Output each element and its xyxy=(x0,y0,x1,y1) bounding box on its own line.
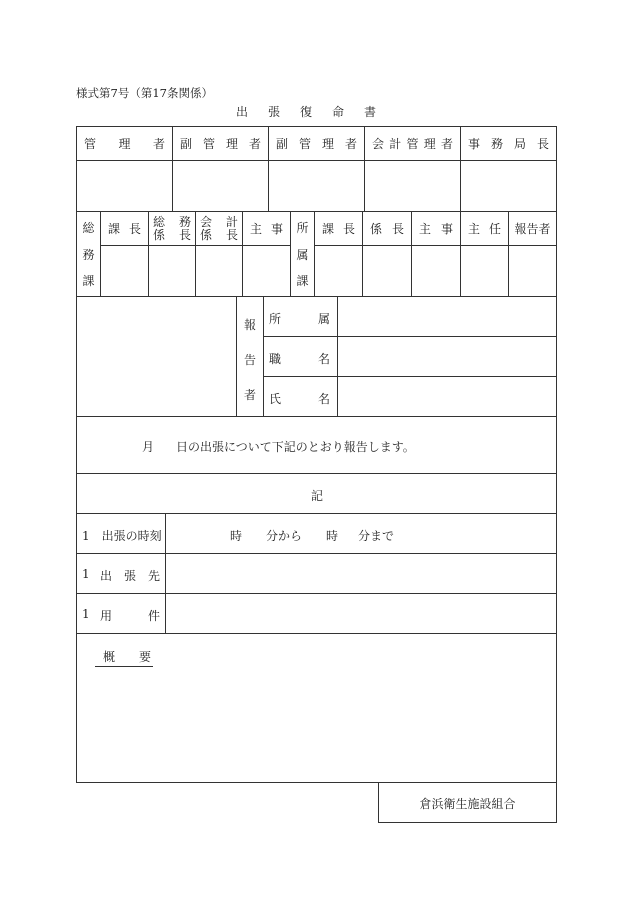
organization-name: 倉浜衛生施設組合 xyxy=(419,797,516,811)
stamp-cell-manager[interactable] xyxy=(77,161,173,212)
approver-header-accounting-manager: 会 計 管 理 者 xyxy=(365,127,461,161)
position-field[interactable] xyxy=(338,337,556,376)
name-label: 氏 xyxy=(269,392,282,406)
od-clerk-header: 主 事 xyxy=(412,212,461,246)
reporter-vertical-label-char: 報 xyxy=(244,318,257,332)
title-char: 張 xyxy=(268,105,281,119)
divider xyxy=(76,473,557,474)
time-hour-label: 時 xyxy=(230,529,243,543)
name-label: 名 xyxy=(318,392,331,406)
errand-field[interactable] xyxy=(166,594,556,633)
gd-clerk-header: 主 事 xyxy=(243,212,291,246)
gd-section-chief-header: 課 長 xyxy=(101,212,149,246)
destination-number: 1 xyxy=(82,567,90,581)
reporter-vertical-label-char: 告 xyxy=(244,353,257,367)
affiliation-field[interactable] xyxy=(338,297,556,336)
form-number-label: 様式第7号（第17条関係） xyxy=(76,86,213,100)
stamp-cell[interactable] xyxy=(315,246,363,297)
stamp-cell[interactable] xyxy=(412,246,461,297)
position-label: 職 xyxy=(269,352,282,366)
document-title xyxy=(236,103,396,120)
title-char: 命 xyxy=(332,105,345,119)
destination-label-char: 張 xyxy=(124,569,137,583)
title-char: 書 xyxy=(364,105,377,119)
destination-field[interactable] xyxy=(166,554,556,593)
destination-label-char: 先 xyxy=(148,569,161,583)
reporter-header: 報告者 xyxy=(509,212,557,246)
statement-text: 日の出張について下記のとおり報告します。 xyxy=(176,440,415,454)
stamp-cell[interactable] xyxy=(196,246,243,297)
gd-accounting-sub-chief-header: 会 計 係 長 xyxy=(196,212,243,246)
statement-month: 月 xyxy=(142,440,155,454)
approver-header-manager: 管 理 者 xyxy=(77,127,173,161)
stamp-cell[interactable] xyxy=(149,246,196,297)
stamp-cell[interactable] xyxy=(243,246,291,297)
reporter-vertical-label-char: 者 xyxy=(244,388,257,402)
approval-table-top xyxy=(76,126,557,212)
stamp-cell-vice-manager-1[interactable] xyxy=(173,161,269,212)
errand-number: 1 xyxy=(82,607,90,621)
stamp-cell[interactable] xyxy=(101,246,149,297)
stamp-cell-vice-manager-2[interactable] xyxy=(269,161,365,212)
record-label: 記 xyxy=(311,489,324,503)
position-label: 名 xyxy=(318,352,331,366)
name-field[interactable] xyxy=(338,377,556,416)
approval-table-departments xyxy=(76,211,557,297)
approver-header-vice-manager-1: 副 管 理 者 xyxy=(173,127,269,161)
errand-label-char: 用 xyxy=(100,609,113,623)
approver-header-vice-manager-2: 副 管 理 者 xyxy=(269,127,365,161)
approver-header-secretary-general: 事 務 局 長 xyxy=(461,127,557,161)
od-senior-staff-header: 主 任 xyxy=(461,212,509,246)
general-affairs-dept-label: 総 務 課 xyxy=(77,212,101,297)
time-hour-label: 時 xyxy=(326,529,339,543)
destination-label-char: 出 xyxy=(100,569,113,583)
divider xyxy=(76,416,557,417)
errand-label-char: 件 xyxy=(148,609,161,623)
time-from-label: 分から xyxy=(266,529,303,543)
stamp-cell-secretary-general[interactable] xyxy=(461,161,557,212)
trip-time-label: 1 出張の時刻 xyxy=(82,529,162,543)
stamp-cell[interactable] xyxy=(363,246,412,297)
od-section-chief-header: 課 長 xyxy=(315,212,363,246)
summary-label: 概 要 xyxy=(95,648,153,667)
od-sub-chief-header: 係 長 xyxy=(363,212,412,246)
divider xyxy=(263,296,264,417)
stamp-cell[interactable] xyxy=(509,246,557,297)
affiliation-label: 属 xyxy=(318,312,331,326)
trip-time-field[interactable] xyxy=(166,514,556,553)
gd-general-affairs-sub-chief-header: 総 務 係 長 xyxy=(149,212,196,246)
title-char: 復 xyxy=(300,105,313,119)
divider xyxy=(76,633,557,634)
title-char: 出 xyxy=(236,105,249,119)
time-to-label: 分まで xyxy=(358,529,395,543)
stamp-cell-accounting-manager[interactable] xyxy=(365,161,461,212)
affiliation-label: 所 xyxy=(269,312,282,326)
stamp-cell[interactable] xyxy=(461,246,509,297)
own-dept-label: 所 属 課 xyxy=(291,212,315,297)
divider xyxy=(236,296,237,417)
summary-field[interactable] xyxy=(77,668,556,782)
